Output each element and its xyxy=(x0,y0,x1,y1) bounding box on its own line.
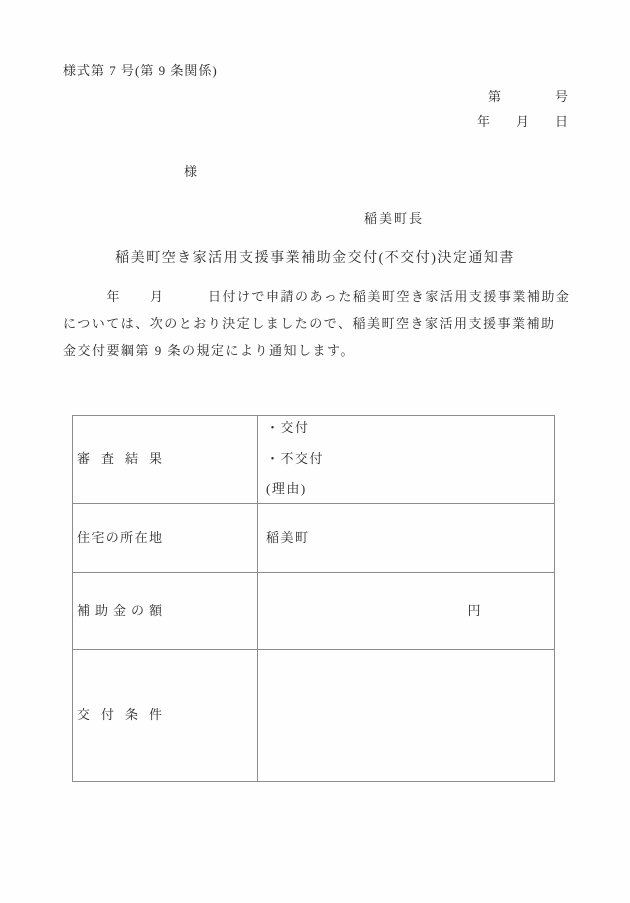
table-row-label-amount xyxy=(73,573,258,650)
table-row-value-location xyxy=(258,504,554,573)
table-row-value-amount xyxy=(258,573,554,650)
table-row-label-location xyxy=(73,504,258,573)
document-number-line xyxy=(488,90,568,105)
table-row-label-result xyxy=(73,416,258,504)
doc-number-prefix: 第 xyxy=(488,89,502,104)
document-title: 稲美町空き家活用支援事業補助金交付(不交付)決定通知書 xyxy=(115,251,515,266)
result-option-grant: ・交付 xyxy=(266,420,310,435)
doc-number-suffix: 号 xyxy=(554,89,568,104)
location-value: 稲美町 xyxy=(266,529,310,545)
amount-unit-yen: 円 xyxy=(467,602,482,618)
label-result: 審 査 結 果 xyxy=(77,451,162,467)
label-amount: 補 助 金 の 額 xyxy=(77,602,162,618)
decision-table xyxy=(72,415,555,782)
body-paragraph xyxy=(63,283,573,364)
body-line: については、次のとおり決定しましたので、稲美町空き家活用支援事業補助 xyxy=(63,316,556,331)
form-number: 様式第 7 号(第 9 条関係) xyxy=(63,63,218,78)
sender-name: 稲美町長 xyxy=(364,211,425,226)
body-line: 年 月 日付けで申請のあった稲美町空き家活用支援事業補助金 xyxy=(63,289,571,304)
result-option-no-grant: ・不交付 xyxy=(266,450,325,466)
table-row-value-result xyxy=(258,416,554,504)
body-line: 金交付要綱第 9 条の規定により通知します。 xyxy=(63,343,355,358)
table-row-value-conditions xyxy=(258,650,554,781)
date-day-label: 日 xyxy=(554,114,568,129)
date-line xyxy=(477,115,568,130)
table-row-label-conditions xyxy=(73,650,258,781)
label-location: 住 宅 の 所 在 地 xyxy=(77,529,162,545)
date-year-label: 年 xyxy=(477,114,491,129)
result-reason-label: (理由) xyxy=(266,481,307,497)
addressee-honorific: 様 xyxy=(184,164,198,179)
label-conditions: 交 付 条 件 xyxy=(77,707,162,723)
date-month-label: 月 xyxy=(515,114,529,129)
